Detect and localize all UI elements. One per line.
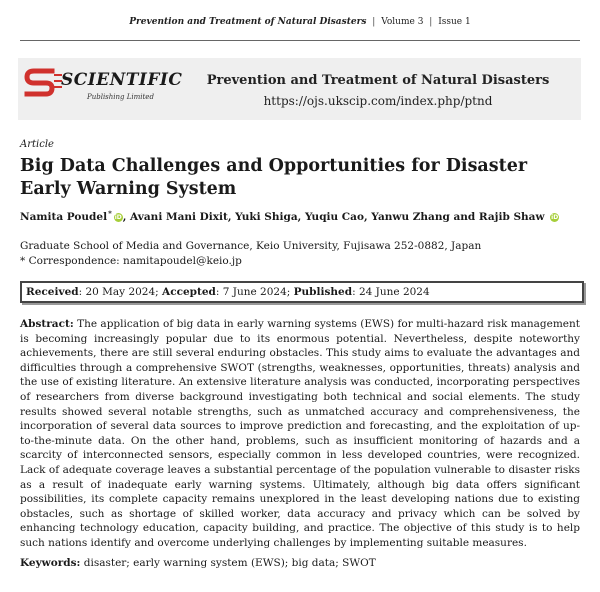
- publisher-s-logo-icon: [24, 67, 64, 101]
- abstract-text: The application of big data in early warning systems (EWS) for multi-hazard risk management is becoming increasingly popular due to its enormous potential. Nevertheless, despite noteworthy achievements, there are still several enduring obstacles. This study aims to evaluate the advantages and difficulties through a comprehensive SWOT (strengths, weaknesses, opportunities, threats) analysis and the use of existing literature. An extensive literature analysis was conducted, incorporating perspectives of researchers from diverse background investigating both technical and social elements. The study results showed several notable strengths, such as unmatched accuracy and comprehensiveness, the incorporation of several data sources to improve prediction and forecasting, and the exploitation of up-to-the-minute data. On the other hand, problems, such as insufficient monitoring of hazards and a scarcity of interconnected sensors, especially common in less developed countries, were recognized. Lack of adequate coverage leaves a substantial percentage of the population vulnerable to disaster risks as a result of inadequate early warning systems. Ultimately, although big data offers significant possibilities, its complete capacity remains unexplored in the least developing nations due to existing obstacles, such as shortage of skilled worker, data accuracy and privacy which can be solved by enhancing technology education, capacity building, and practice. The objective of this study is to help such nations identify and overcome underlying challenges by implementing suitable measures.: [20, 318, 581, 549]
- publisher-logo[interactable]: [24, 65, 183, 113]
- orcid-icon[interactable]: iD: [114, 214, 122, 221]
- running-head-volume: Volume 3: [381, 17, 424, 27]
- running-head-separator-2: |: [429, 17, 433, 27]
- published-label: Published: [293, 286, 353, 298]
- published-date: : 24 June 2024: [352, 286, 430, 298]
- author-rest: , Avani Mani Dixit, Yuki Shiga, Yuqiu Cao, Yanwu Zhang and Rajib Shaw: [122, 211, 545, 223]
- orcid-icon-2[interactable]: iD: [551, 214, 559, 221]
- journal-url-link[interactable]: https://ojs.ukscip.com/index.php/ptnd: [263, 94, 493, 108]
- affiliation: Graduate School of Media and Governance, Keio University, Fujisawa 252-0882, Japan: [20, 240, 482, 252]
- received-label: Received: [26, 286, 79, 298]
- received-date: : 20 May 2024;: [78, 286, 163, 298]
- correspondence[interactable]: * Correspondence: namitapoudel@keio.jp: [20, 255, 242, 267]
- corresponding-author-mark: *: [108, 209, 112, 218]
- accepted-label: Accepted: [162, 286, 216, 298]
- banner-journal-title: Prevention and Treatment of Natural Disasters: [206, 73, 550, 88]
- keywords: [20, 557, 376, 569]
- publisher-subtitle: Publishing Limited: [87, 93, 154, 101]
- journal-banner: [18, 58, 581, 120]
- author-first[interactable]: Namita Poudel: [20, 211, 108, 223]
- abstract: [20, 317, 580, 551]
- publication-dates: [20, 281, 584, 303]
- paper-title: Big Data Challenges and Opportunities for Disaster Early Warning System: [20, 156, 528, 199]
- accepted-date: : 7 June 2024;: [215, 286, 294, 298]
- abstract-label: Abstract:: [20, 318, 74, 330]
- header-rule: [20, 40, 580, 41]
- running-head: [0, 17, 600, 27]
- running-head-journal: Prevention and Treatment of Natural Disasters: [129, 17, 367, 27]
- author-list: [20, 209, 559, 223]
- running-head-separator: |: [372, 17, 376, 27]
- publisher-name: SCIENTIFIC: [61, 70, 183, 90]
- article-type: Article: [20, 139, 54, 150]
- keywords-text: disaster; early warning system (EWS); big data; SWOT: [83, 557, 376, 569]
- running-head-issue: Issue 1: [438, 17, 471, 27]
- keywords-label: Keywords:: [20, 557, 81, 569]
